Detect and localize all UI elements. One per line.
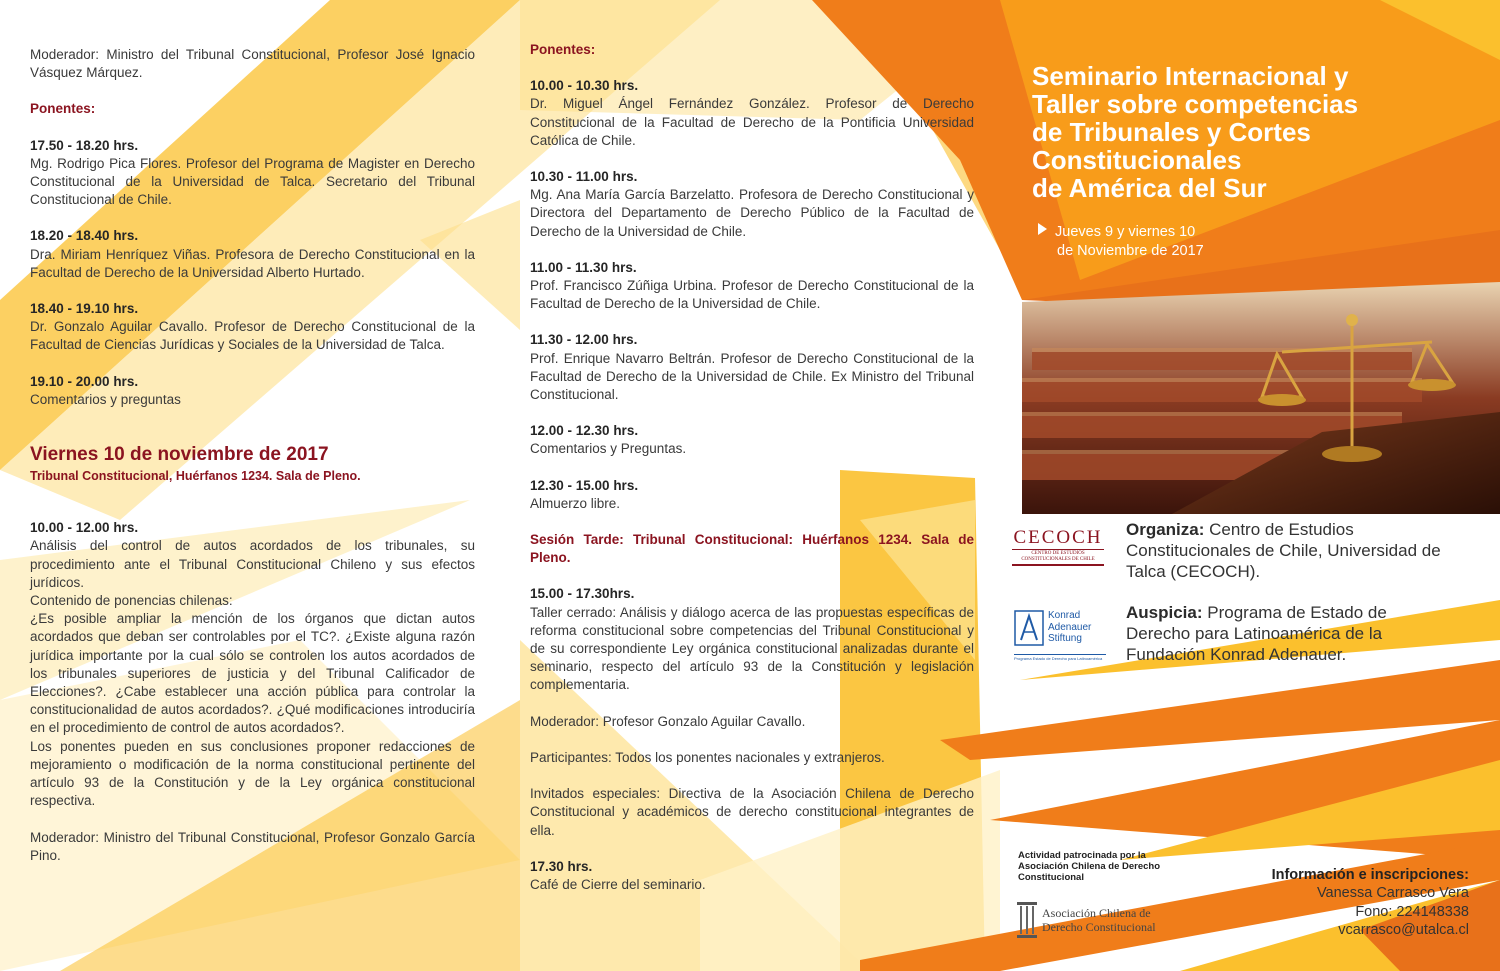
session-time: 18.40 - 19.10 hrs. xyxy=(30,301,139,317)
konrad-emblem-icon xyxy=(1014,610,1044,646)
seminar-title xyxy=(1032,62,1452,202)
session-time: 18.20 - 18.40 hrs. xyxy=(30,228,139,244)
session-text: Prof. Francisco Zúñiga Urbina. Profesor de Derecho Constitucional de la Facultad de Derecho de la Universidad de Chile. xyxy=(530,278,974,312)
courtroom-scales-photo xyxy=(1022,282,1500,514)
session-text: Prof. Enrique Navarro Beltrán. Profesor de Derecho Constitucional de la Facultad de Derecho de la Universidad de Chile. Ex Ministro del Tribunal Constitucional. xyxy=(530,350,974,403)
achdc-logo-line-1: Asociación Chilena de xyxy=(1042,906,1151,920)
info-heading: Información e inscripciones: xyxy=(1271,867,1469,883)
ponentes-label: Ponentes: xyxy=(530,42,596,57)
session-text: Café de Cierre del seminario. xyxy=(530,876,706,892)
konrad-logo-line-2: Adenauer xyxy=(1048,621,1092,633)
session-text: Mg. Ana María García Barzelatto. Profesora de Derecho Constitucional y Directora del Departamento de Derecho Público de la Facultad de Derecho de la Universidad de Chile. xyxy=(530,187,974,239)
session-time: 15.00 - 17.30hrs. xyxy=(530,586,635,602)
auspicia-block xyxy=(1126,602,1436,665)
block-conclusion: Los ponentes pueden en sus conclusiones proponer redacciones de mejoramiento o modificación de la norma constitucional pertinente del artículo 93 de la Constitución y de la Ley orgánica constitucional respectiva. xyxy=(30,738,475,809)
konrad-logo-line-3: Stiftung xyxy=(1048,633,1082,644)
organiza-text: Centro de Estudios Constitucionales de Chile, Universidad de Talca (CECOCH). xyxy=(1126,520,1441,581)
session-time: 11.30 - 12.00 hrs. xyxy=(530,332,638,348)
dates-line-2: de Noviembre de 2017 xyxy=(1057,243,1204,259)
session-text: Dra. Miriam Henríquez Viñas. Profesora de Derecho Constitucional en la Facultad de Derecho de la Universidad Alberto Hurtado. xyxy=(30,246,475,280)
session-time: 10.30 - 11.00 hrs. xyxy=(530,169,638,185)
session-text: Dr. Gonzalo Aguilar Cavallo. Profesor de Derecho Constitucional de la Facultad de Ciencias Jurídicas y Sociales de la Universidad de Talca. xyxy=(30,319,475,353)
dates-line-1: Jueves 9 y viernes 10 xyxy=(1055,224,1196,240)
title-line: de Tribunales y Cortes xyxy=(1032,117,1311,147)
auspicia-label: Auspicia: xyxy=(1126,603,1203,622)
info-name: Vanessa Carrasco Vera xyxy=(1316,885,1469,902)
day-venue: Tribunal Constitucional, Huérfanos 1234. Sala de Pleno. xyxy=(30,469,361,484)
block-contenido: ¿Es posible ampliar la mención de los órganos que dictan autos acordados que deban ser controlables por el TC?. ¿Existe alguna razón jurídica importante por la cual sólo se controlen los autos acordados de los tribunales superiores de justicia y del Tribunal Calificador de Elecciones?. ¿Cabe establecer una acción pública para controlar la constitucionalidad de autos acordados?. ¿Qué modificaciones introduciría en el procedimiento de control de autos acordados?. xyxy=(30,611,475,736)
session-text: Taller cerrado: Análisis y diálogo acerca de las propuestas específicas de reforma constitucional sobre competencias del Tribunal Constitucional y de su correspondiente Ley orgánica constitucional analizadas durante el seminario, respecto del artículo 93 de la Constitución y legislación complementaria. xyxy=(530,604,974,693)
title-line: Constitucionales xyxy=(1032,145,1242,175)
invitados-text: Invitados especiales: Directiva de la Asociación Chilena de Derecho Constitucional y académicos de derecho constitucional integrantes de ella. xyxy=(530,786,974,838)
title-line: Taller sobre competencias xyxy=(1032,89,1359,119)
block-intro: Análisis del control de autos acordados de los tribunales, su procedimiento ante el Tribunal Constitucional Chileno y sus efectos jurídicos. xyxy=(30,538,475,590)
contact-info xyxy=(1272,866,1469,940)
konrad-logo-line-1: Konrad xyxy=(1048,610,1081,621)
day-title: Viernes 10 de noviembre de 2017 xyxy=(30,444,329,466)
session-time: 10.00 - 10.30 hrs. xyxy=(530,78,639,94)
asociacion-chilena-logo xyxy=(1016,900,1156,942)
afternoon-session-heading: Sesión Tarde: Tribunal Constitucional: Huérfanos 1234. Sala de Pleno. xyxy=(530,532,974,566)
cecoch-logo-text: CECOCH xyxy=(1013,527,1103,548)
participantes-text: Participantes: Todos los ponentes nacionales y extranjeros. xyxy=(530,749,885,765)
moderador-text: Moderador: Profesor Gonzalo Aguilar Cavallo. xyxy=(530,713,806,729)
organiza-label: Organiza: xyxy=(1126,520,1205,539)
session-time: 17.30 hrs. xyxy=(530,858,593,874)
column-pillar-icon xyxy=(1016,900,1038,940)
session-time: 10.00 - 12.00 hrs. xyxy=(30,520,139,536)
achdc-logo-line-2: Derecho Constitucional xyxy=(1042,920,1156,934)
seminar-dates xyxy=(1038,223,1204,261)
info-phone: Fono: 224148338 xyxy=(1355,903,1469,920)
moderador-text: Moderador: Ministro del Tribunal Constitucional, Profesor Gonzalo García Pino. xyxy=(30,829,475,863)
cecoch-logo xyxy=(1010,528,1106,564)
triangle-bullet-icon xyxy=(1038,223,1047,235)
konrad-logo-subtitle: Programa Estado de Derecho para Latinoamérica xyxy=(1014,656,1103,661)
session-text: Almuerzo libre. xyxy=(530,495,621,511)
konrad-adenauer-logo xyxy=(1014,610,1106,662)
moderador-text: Moderador: Ministro del Tribunal Constitucional, Profesor José Ignacio Vásquez Márquez. xyxy=(30,47,475,81)
session-time: 11.00 - 11.30 hrs. xyxy=(530,259,637,275)
session-text: Mg. Rodrigo Pica Flores. Profesor del Programa de Magister en Derecho Constitucional de la Universidad de Talca. Secretario del Tribunal Constitucional de Chile. xyxy=(30,155,475,208)
session-time: 12.30 - 15.00 hrs. xyxy=(530,477,639,493)
program-column-1 xyxy=(30,46,475,865)
session-time: 12.00 - 12.30 hrs. xyxy=(530,423,639,439)
session-time: 17.50 - 18.20 hrs. xyxy=(30,137,139,153)
session-time: 19.10 - 20.00 hrs. xyxy=(30,373,139,389)
program-column-2 xyxy=(530,41,974,894)
ponentes-label: Ponentes: xyxy=(30,101,96,117)
auspicia-text: Programa de Estado de Derecho para Latinoamérica de la Fundación Konrad Adenauer. xyxy=(1126,603,1387,664)
session-text: Dr. Miguel Ángel Fernández González. Profesor de Derecho Constitucional de la Facultad de Derecho de la Pontificia Universidad Católica de Chile. xyxy=(530,96,974,148)
cecoch-logo-subtitle: CENTRO DE ESTUDIOS CONSTITUCIONALES DE CHILE xyxy=(1021,551,1095,562)
patrocinio-text: Actividad patrocinada por la Asociación Chilena de Derecho Constitucional xyxy=(1018,850,1161,883)
block-contenido-label: Contenido de ponencias chilenas: xyxy=(30,593,233,609)
session-text: Comentarios y preguntas xyxy=(30,391,181,407)
title-line: de América del Sur xyxy=(1032,173,1267,203)
session-text: Comentarios y Preguntas. xyxy=(530,441,687,457)
organiza-block xyxy=(1126,519,1456,582)
info-email[interactable]: vcarrasco@utalca.cl xyxy=(1338,922,1469,939)
title-line: Seminario Internacional y xyxy=(1032,61,1349,91)
